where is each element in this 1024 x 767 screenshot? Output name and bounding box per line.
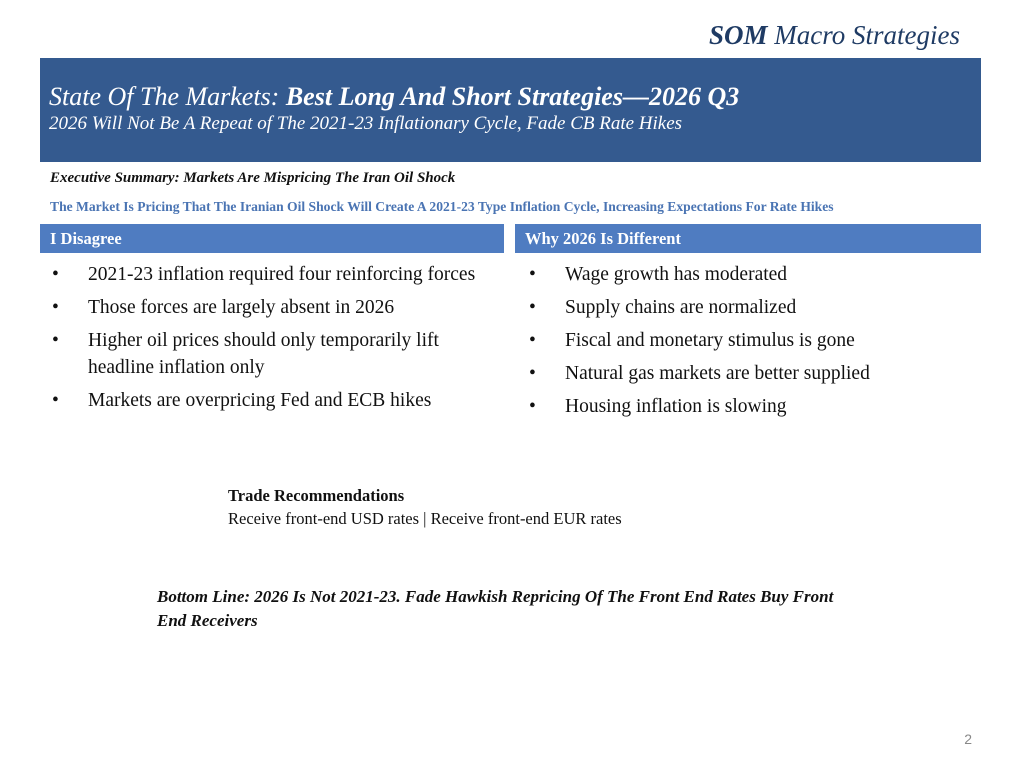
title-banner <box>40 58 981 162</box>
bullet-text: Higher oil prices should only temporarily lift headline inflation only <box>88 330 439 378</box>
bullet-text: Wage growth has moderated <box>565 264 788 285</box>
list-item <box>527 393 967 420</box>
bullet-text: Fiscal and monetary stimulus is gone <box>565 330 855 351</box>
list-item <box>527 261 967 288</box>
list-item <box>50 294 500 321</box>
bullet-icon: • <box>529 396 536 417</box>
bullet-icon: • <box>529 264 536 285</box>
bullet-icon: • <box>52 330 59 351</box>
trade-text: Receive front-end USD rates | Receive front-end EUR rates <box>228 509 622 528</box>
slide-subtitle: 2026 Will Not Be A Repeat of The 2021-23 Inflationary Cycle, Fade CB Rate Hikes <box>49 113 683 134</box>
list-item <box>527 327 967 354</box>
list-item <box>527 294 967 321</box>
left-column-header: I Disagree <box>40 224 504 253</box>
bullet-text: Housing inflation is slowing <box>565 396 787 417</box>
bullet-icon: • <box>52 390 59 411</box>
executive-summary: Executive Summary: Markets Are Mispricing The Iran Oil Shock <box>50 170 456 186</box>
bullet-icon: • <box>529 363 536 384</box>
bullet-icon: • <box>529 330 536 351</box>
bullet-text: Natural gas markets are better supplied <box>565 363 870 384</box>
brand-strong: SOM <box>709 20 768 50</box>
bottom-line: Bottom Line: 2026 Is Not 2021-23. Fade Hawkish Repricing Of The Front End Rates Buy Front End Receivers <box>157 587 834 630</box>
trade-recommendations <box>228 484 622 530</box>
slide-title-plain: State Of The Markets: <box>49 82 286 111</box>
list-item <box>50 261 500 288</box>
slide-title-strong: Best Long And Short Strategies—2026 Q3 <box>285 82 740 111</box>
brand-rest: Macro Strategies <box>767 20 960 50</box>
right-bullet-list <box>527 261 967 426</box>
list-item <box>527 360 967 387</box>
list-item <box>50 327 500 381</box>
bullet-text: 2021-23 inflation required four reinforcing forces <box>88 264 476 285</box>
page-number: 2 <box>964 731 972 747</box>
bullet-icon: • <box>529 297 536 318</box>
trade-title: Trade Recommendations <box>228 486 405 505</box>
right-column-header: Why 2026 Is Different <box>515 224 981 253</box>
bullet-text: Markets are overpricing Fed and ECB hikes <box>88 390 432 411</box>
bullet-icon: • <box>52 264 59 285</box>
market-pricing-note: The Market Is Pricing That The Iranian Oil Shock Will Create A 2021-23 Type Inflation Cycle, Increasing Expectations For Rate Hikes <box>50 199 834 214</box>
bullet-icon: • <box>52 297 59 318</box>
bullet-text: Supply chains are normalized <box>565 297 797 318</box>
left-bullet-list <box>50 261 500 420</box>
brand-logo <box>709 20 960 51</box>
list-item <box>50 387 500 414</box>
bullet-text: Those forces are largely absent in 2026 <box>88 297 395 318</box>
slide-title <box>49 82 981 112</box>
